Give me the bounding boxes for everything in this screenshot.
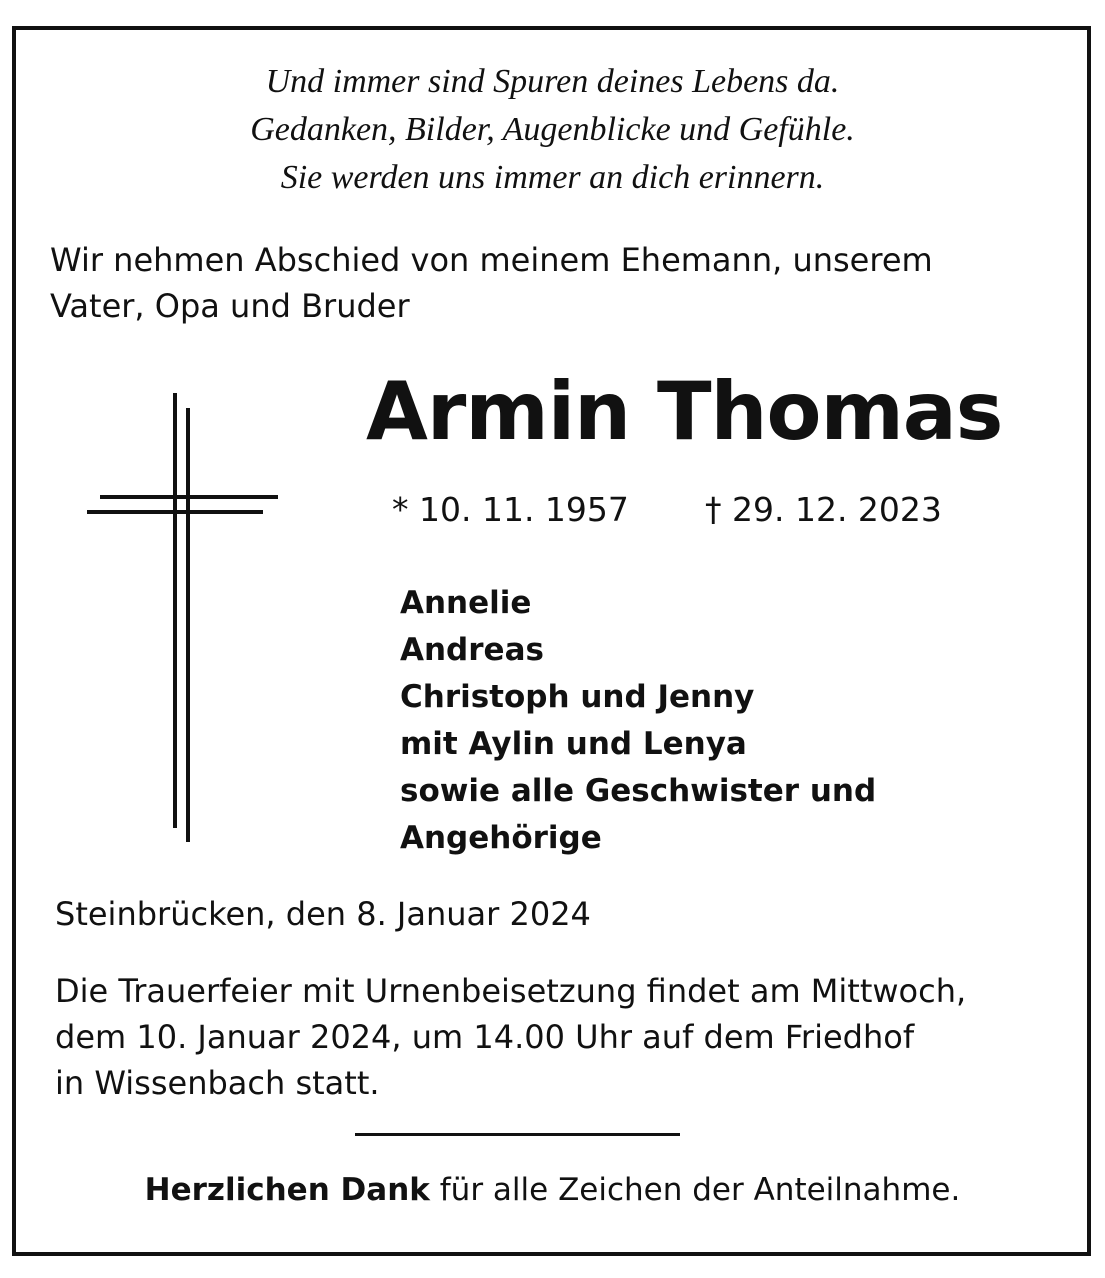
thanks-rest: für alle Zeichen der Anteilnahme. [429,1172,961,1208]
place-date: Steinbrücken, den 8. Januar 2024 [55,895,591,933]
ceremony-line: in Wissenbach statt. [55,1064,380,1102]
thanks-line [0,1172,1105,1208]
intro-text [50,237,933,329]
poem-line: Sie werden uns immer an dich erinnern. [280,159,825,196]
family-member: Angehörige [400,820,602,856]
family-member: Andreas [400,632,544,668]
family-member: Christoph und Jenny [400,679,755,715]
ceremony-line: Die Trauerfeier mit Urnenbeisetzung findet am Mittwoch, [55,972,967,1010]
deceased-name: Armin Thomas [366,365,1003,458]
thanks-bold: Herzlichen Dank [144,1172,430,1208]
death-date: † 29. 12. 2023 [705,490,942,529]
family-member: sowie alle Geschwister und [400,773,877,809]
poem-line: Und immer sind Spuren deines Lebens da. [265,63,840,100]
family-list [400,580,876,862]
family-member: Annelie [400,585,532,621]
birth-date: * 10. 11. 1957 [392,490,629,529]
family-member: mit Aylin und Lenya [400,726,747,762]
intro-line: Vater, Opa und Bruder [50,287,410,325]
ceremony-info [55,968,966,1106]
poem-line: Gedanken, Bilder, Augenblicke und Gefühle. [250,111,855,148]
ceremony-line: dem 10. Januar 2024, um 14.00 Uhr auf dem Friedhof [55,1018,915,1056]
divider [355,1133,680,1136]
intro-line: Wir nehmen Abschied von meinem Ehemann, unserem [50,241,933,279]
poem [0,58,1105,202]
